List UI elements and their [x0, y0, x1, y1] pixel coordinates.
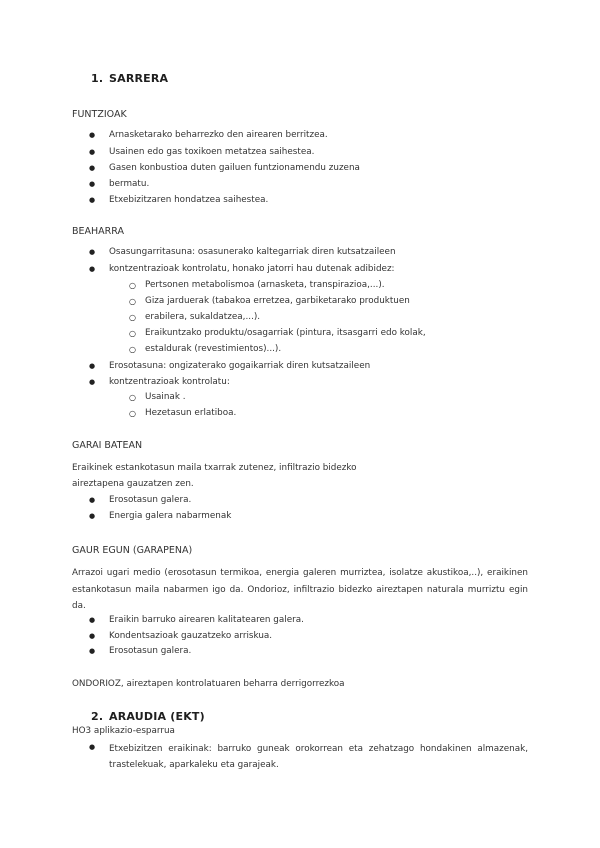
list-item: ● bermatu. — [109, 178, 149, 191]
list-item: ● Arnasketarako beharrezko den airearen berritzea. — [109, 129, 328, 142]
sub-list-item: ○ Hezetasun erlatiboa. — [145, 407, 236, 420]
list-item: ● Etxebizitzaren hondatzea saihestea. — [109, 194, 268, 207]
section-1-heading — [91, 72, 168, 85]
list-item: ● kontzentrazioak kontrolatu, honako jatorri hau dutenak adibidez: — [109, 263, 395, 276]
section-2-title: ARAUDIA (EKT) — [109, 710, 205, 723]
gaur-egun-heading: GAUR EGUN (GARAPENA) — [72, 545, 193, 556]
list-item: ● Erosotasun galera. — [109, 494, 191, 507]
section-1-number: 1. — [91, 72, 104, 85]
list-item: ● Usainen edo gas toxikoen metatzea saihestea. — [109, 146, 314, 159]
list-item: ● Etxebizitzen eraikinak: barruko guneak orokorrean eta zehatzago hondakinen almazenak, trastelekuak, aparkaleku eta garajeak. — [109, 741, 528, 773]
list-item: ● Erosotasuna: ongizaterako gogaikarriak diren kutsatzaileen — [109, 360, 370, 373]
list-item: ● Eraikin barruko airearen kalitatearen galera. — [109, 614, 304, 627]
funtzioak-heading: FUNTZIOAK — [72, 109, 127, 120]
list-item: ● Erosotasun galera. — [109, 645, 191, 658]
sub-list-item: ○ Eraikuntzako produktu/osagarriak (pintura, itsasgarri edo kolak, — [145, 327, 426, 340]
ondorioz-text: ONDORIOZ, aireztapen kontrolatuaren beharra derrigorrezkoa — [72, 679, 345, 689]
paragraph-line: aireztapena gauzatzen zen. — [72, 479, 194, 489]
gaur-egun-paragraph: Arrazoi ugari medio (erosotasun termikoa, energia galeren murriztea, isolatze akustikoa,..), eraikinen estankotasun maila nabarmen igo da. Ondorioz, infiltrazio bidezko aireztapen naturala murriztu egin da. — [72, 568, 528, 611]
sub-list-item: ○ Pertsonen metabolismoa (arnasketa, transpirazioa,...). — [145, 279, 385, 292]
list-item: ● Kondentsazioak gauzatzeko arriskua. — [109, 630, 272, 643]
paragraph-line: Eraikinek estankotasun maila txarrak zutenez, infiltrazio bidezko — [72, 463, 357, 473]
section-2-subtitle: HO3 aplikazio-esparrua — [72, 726, 175, 736]
sub-list-item: ○ Usainak . — [145, 391, 186, 404]
sub-list-item: ○ erabilera, sukaldatzea,...). — [145, 311, 260, 324]
list-item: ● kontzentrazioak kontrolatu: — [109, 376, 230, 389]
list-item: ● Gasen konbustioa duten gailuen funtzionamendu zuzena — [109, 162, 360, 175]
section-2-heading — [91, 710, 205, 723]
sub-list-item: ○ Giza jarduerak (tabakoa erretzea, garbiketarako produktuen — [145, 295, 410, 308]
sub-list-item: ○ estaldurak (revestimientos)...). — [145, 343, 281, 356]
garai-batean-heading: GARAI BATEAN — [72, 440, 143, 451]
beharra-heading: BEAHARRA — [72, 226, 124, 237]
list-item: ● Energia galera nabarmenak — [109, 510, 231, 523]
list-item: ● Osasungarritasuna: osasunerako kaltegarriak diren kutsatzaileen — [109, 246, 396, 259]
section-2-number: 2. — [91, 710, 104, 723]
section-1-title: SARRERA — [109, 72, 169, 85]
